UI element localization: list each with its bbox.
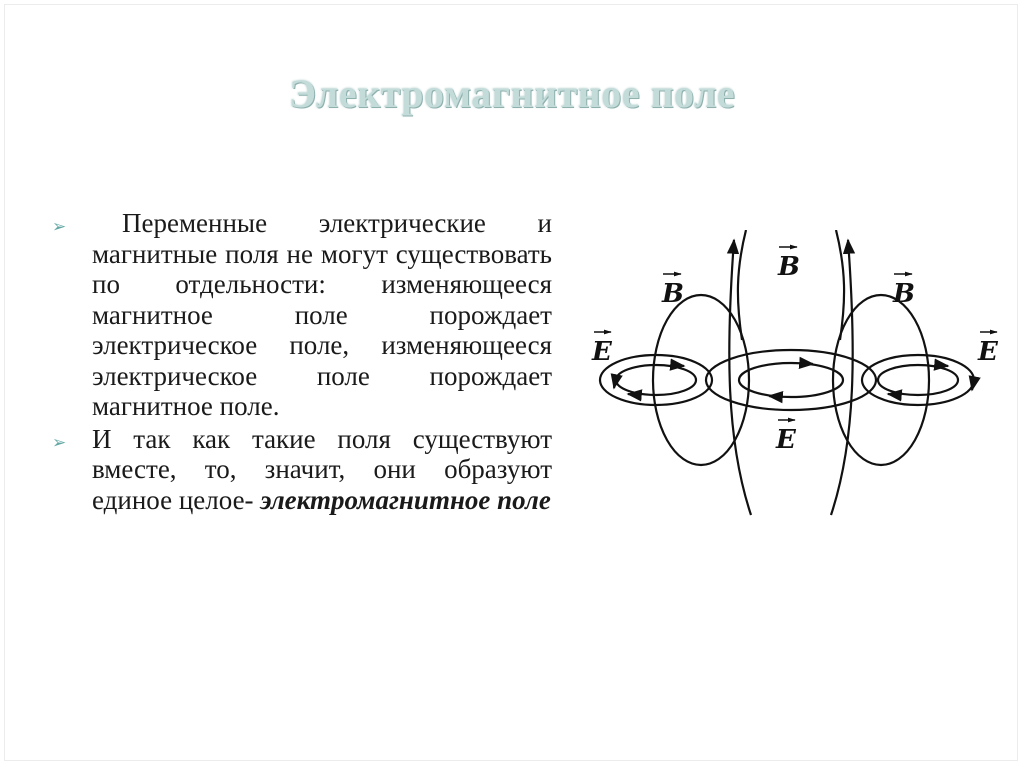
e-direction-arrow xyxy=(888,394,898,395)
e-direction-arrow xyxy=(674,365,684,366)
e-ring-left-inner xyxy=(616,365,696,395)
e-direction-arrow xyxy=(972,380,974,390)
e-ring-center-inner xyxy=(739,363,843,397)
chevron-right-icon: ➢ xyxy=(52,432,67,453)
slide-title: Электромагнитное поле xyxy=(288,71,736,116)
bullet-text: Переменные электрические и магнитные поля не могут существовать по отдельности: изменяющееся магнитное поле порождает электрическое поле, изменяющееся электрическое поле порождает магнитное поле. xyxy=(92,208,552,421)
bullet-item xyxy=(52,208,552,422)
emphasis-text: электромагнитное поле xyxy=(260,484,551,515)
vector-label-b-left: B xyxy=(662,279,684,309)
e-ring-right-inner xyxy=(878,365,958,395)
em-field-diagram xyxy=(586,230,1006,530)
vector-label-b-right: B xyxy=(893,279,915,309)
bullet-item xyxy=(52,424,552,516)
e-direction-arrow xyxy=(614,378,616,388)
e-ring-center-outer xyxy=(706,350,876,410)
vector-label-e-right: E xyxy=(978,337,998,367)
e-direction-arrow xyxy=(628,394,638,395)
b-loop-right xyxy=(833,295,929,465)
bullet-text: И так как такие поля существуют вместе, то, значит, они образуют единое целое- xyxy=(92,423,552,515)
chevron-right-icon: ➢ xyxy=(52,217,67,237)
b-field-line xyxy=(836,230,844,340)
b-field-line xyxy=(738,230,746,340)
b-loop-left xyxy=(653,295,749,465)
vector-label-b-top: B xyxy=(778,252,800,282)
vector-label-e-left: E xyxy=(592,337,612,367)
vector-label-e-bottom: E xyxy=(776,425,796,455)
e-direction-arrow xyxy=(938,365,948,366)
e-direction-arrow xyxy=(801,363,813,364)
e-direction-arrow xyxy=(769,396,781,397)
slide-body xyxy=(52,208,552,517)
